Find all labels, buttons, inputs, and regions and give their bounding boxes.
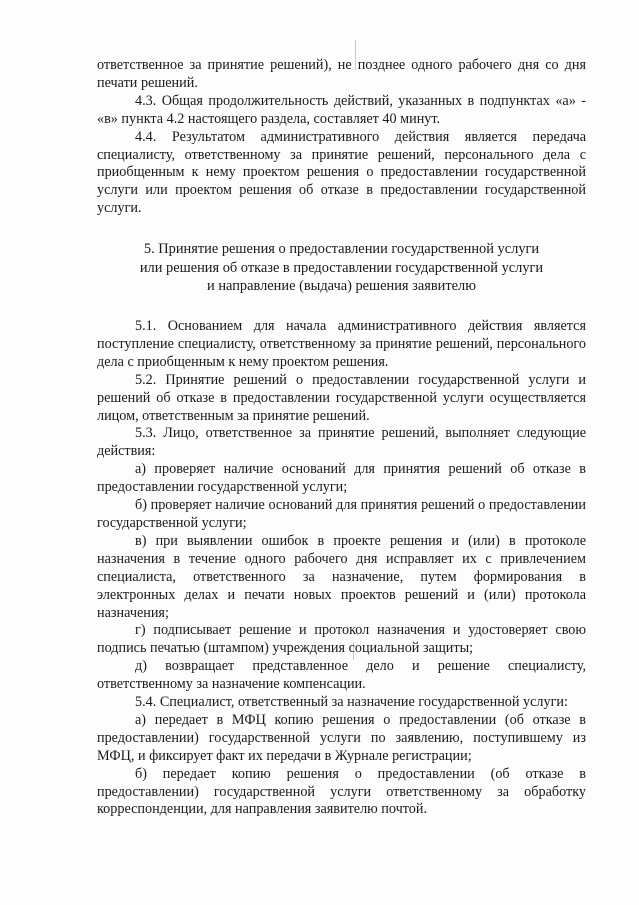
paragraph: ответственное за принятие решений), не позднее одного рабочего дня со дня печати решений.: [97, 57, 586, 91]
paragraph: б) передает копию решения о предоставлении (об отказе в предоставлении) государственной услуги ответственному за обработку корреспонденции, для направления заявителю почтой.: [97, 765, 586, 818]
heading-line: и направление (выдача) решения заявителю: [207, 278, 476, 294]
section-5-body: [97, 318, 586, 819]
paragraph: в) при выявлении ошибок в проекте решения и (или) в протоколе назначения в течение одного рабочего дня исправляет их с привлечением специалиста, ответственного за назначение, путем формирования в электронных делах и печати новых проектов решений и (или) протокола назначения;: [97, 532, 586, 621]
paragraph: д) возвращает представленное дело и решение специалисту, ответственному за назначение компенсации.: [97, 658, 586, 693]
paragraph: а) передает в МФЦ копию решения о предоставлении (об отказе в предоставлении) государственной услуги по заявлению, поступившему из МФЦ, и фиксирует факт их передачи в Журнале регистрации;: [97, 711, 586, 764]
paragraph: а) проверяет наличие оснований для принятия решений об отказе в предоставлении государственной услуги;: [97, 461, 586, 496]
paragraph: 5.4. Специалист, ответственный за назначение государственной услуги:: [135, 694, 568, 711]
paragraph: 5.2. Принятие решений о предоставлении государственной услуги и решений об отказе в предоставлении государственной услуги осуществляется лицом, ответственным за принятие решений.: [97, 371, 586, 424]
paragraph: 4.3. Общая продолжительность действий, указанных в подпунктах «а» - «в» пункта 4.2 настоящего раздела, составляет 40 минут.: [97, 92, 586, 127]
paragraph: г) подписывает решение и протокол назначения и удостоверяет свою подпись печатью (штампом) учреждения социальной защиты;: [97, 622, 586, 657]
heading-line: или решения об отказе в предоставлении государственной услуги: [139, 259, 544, 276]
paragraph: 5.3. Лицо, ответственное за принятие решений, выполняет следующие действия:: [97, 425, 586, 460]
section-5-heading: [97, 240, 586, 296]
paragraph: 5.1. Основанием для начала административного действия является поступление специалисту, ответственному за принятие решений, персонального дела с приобщенным к нему проектом решения.: [97, 318, 586, 370]
section-4-continuation: [97, 57, 586, 218]
paragraph: 4.4. Результатом административного действия является передача специалисту, ответственному за принятие решений, персонального дела с приобщенным к нему проектом решения о предоставлении государственной услуги или проектом решения об отказе в предоставлении государственной услуги.: [97, 128, 586, 217]
heading-line: 5. Принятие решения о предоставлении государственной услуги: [143, 241, 540, 257]
paragraph: б) проверяет наличие оснований для принятия решений о предоставлении государственной услуги;: [97, 497, 586, 531]
